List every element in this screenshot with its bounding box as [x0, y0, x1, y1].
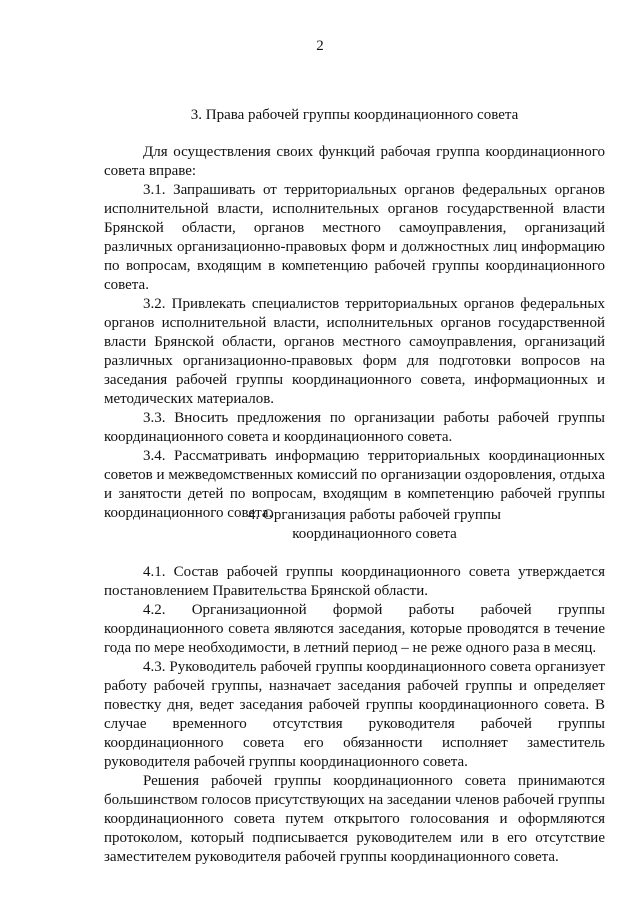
document-body [104, 0, 605, 905]
section-4-heading [104, 506, 605, 544]
section-3-heading: 3. Права рабочей группы координационного совета [190, 107, 519, 123]
section-4-item-3: 4.3. Руководитель рабочей группы координационного совета организует работу рабочей группы, назначает заседания рабочей группы и определяет повестку дня, ведет заседания рабочей группы координационного совета. В случае временного отсутствия руководителя рабочей группы координационного совета его обязанности исполняет заместитель руководителя рабочей группы координационного совета. [104, 659, 605, 770]
section-3-items [104, 181, 605, 523]
section-4-heading-line-2: координационного совета [292, 526, 457, 542]
section-4-heading-line-1: 4. Организация работы рабочей группы [248, 507, 501, 523]
section-4-item-2: 4.2. Организационной формой работы рабочей группы координационного совета являются заседания, которые проводятся в течение года по мере необходимости, в летний период – не реже одного раза в месяц. [104, 602, 605, 656]
section-3-item-2: 3.2. Привлекать специалистов территориальных органов федеральных органов исполнительной власти, исполнительных органов государственной власти Брянской области, органов местного самоуправления, организаций различных организационно-правовых форм для подготовки вопросов на заседания рабочей группы координационного совета, информационных и методических материалов. [104, 296, 605, 407]
section-3-item-3: 3.3. Вносить предложения по организации работы рабочей группы координационного совета и координационного совета. [104, 410, 605, 445]
section-3-item-4: 3.4. Рассматривать информацию территориальных координационных советов и межведомственных комиссий по организации оздоровления, отдыха и занятости детей по вопросам, входящим в компетенцию рабочей группы координационного совета. [104, 448, 605, 521]
section-3-item-1: 3.1. Запрашивать от территориальных органов федеральных органов исполнительной власти, исполнительных органов государственной власти Брянской области, органов местного самоуправления, организаций различных организационно-правовых форм и должностных лиц информацию по вопросам, входящим в компетенцию рабочей группы координационного совета. [104, 182, 605, 293]
section-4-items [104, 563, 605, 867]
section-3-intro: Для осуществления своих функций рабочая группа координационного совета вправе: [104, 144, 605, 179]
section-4-item-1: 4.1. Состав рабочей группы координационного совета утверждается постановлением Правительства Брянской области. [104, 564, 605, 599]
page-number: 2 [316, 38, 324, 54]
section-4-decisions: Решения рабочей группы координационного совета принимаются большинством голосов присутствующих на заседании членов рабочей группы координационного совета путем открытого голосования и оформляются протоколом, который подписывается руководителем или в его отсутствие заместителем руководителя рабочей группы координационного совета. [104, 773, 605, 865]
